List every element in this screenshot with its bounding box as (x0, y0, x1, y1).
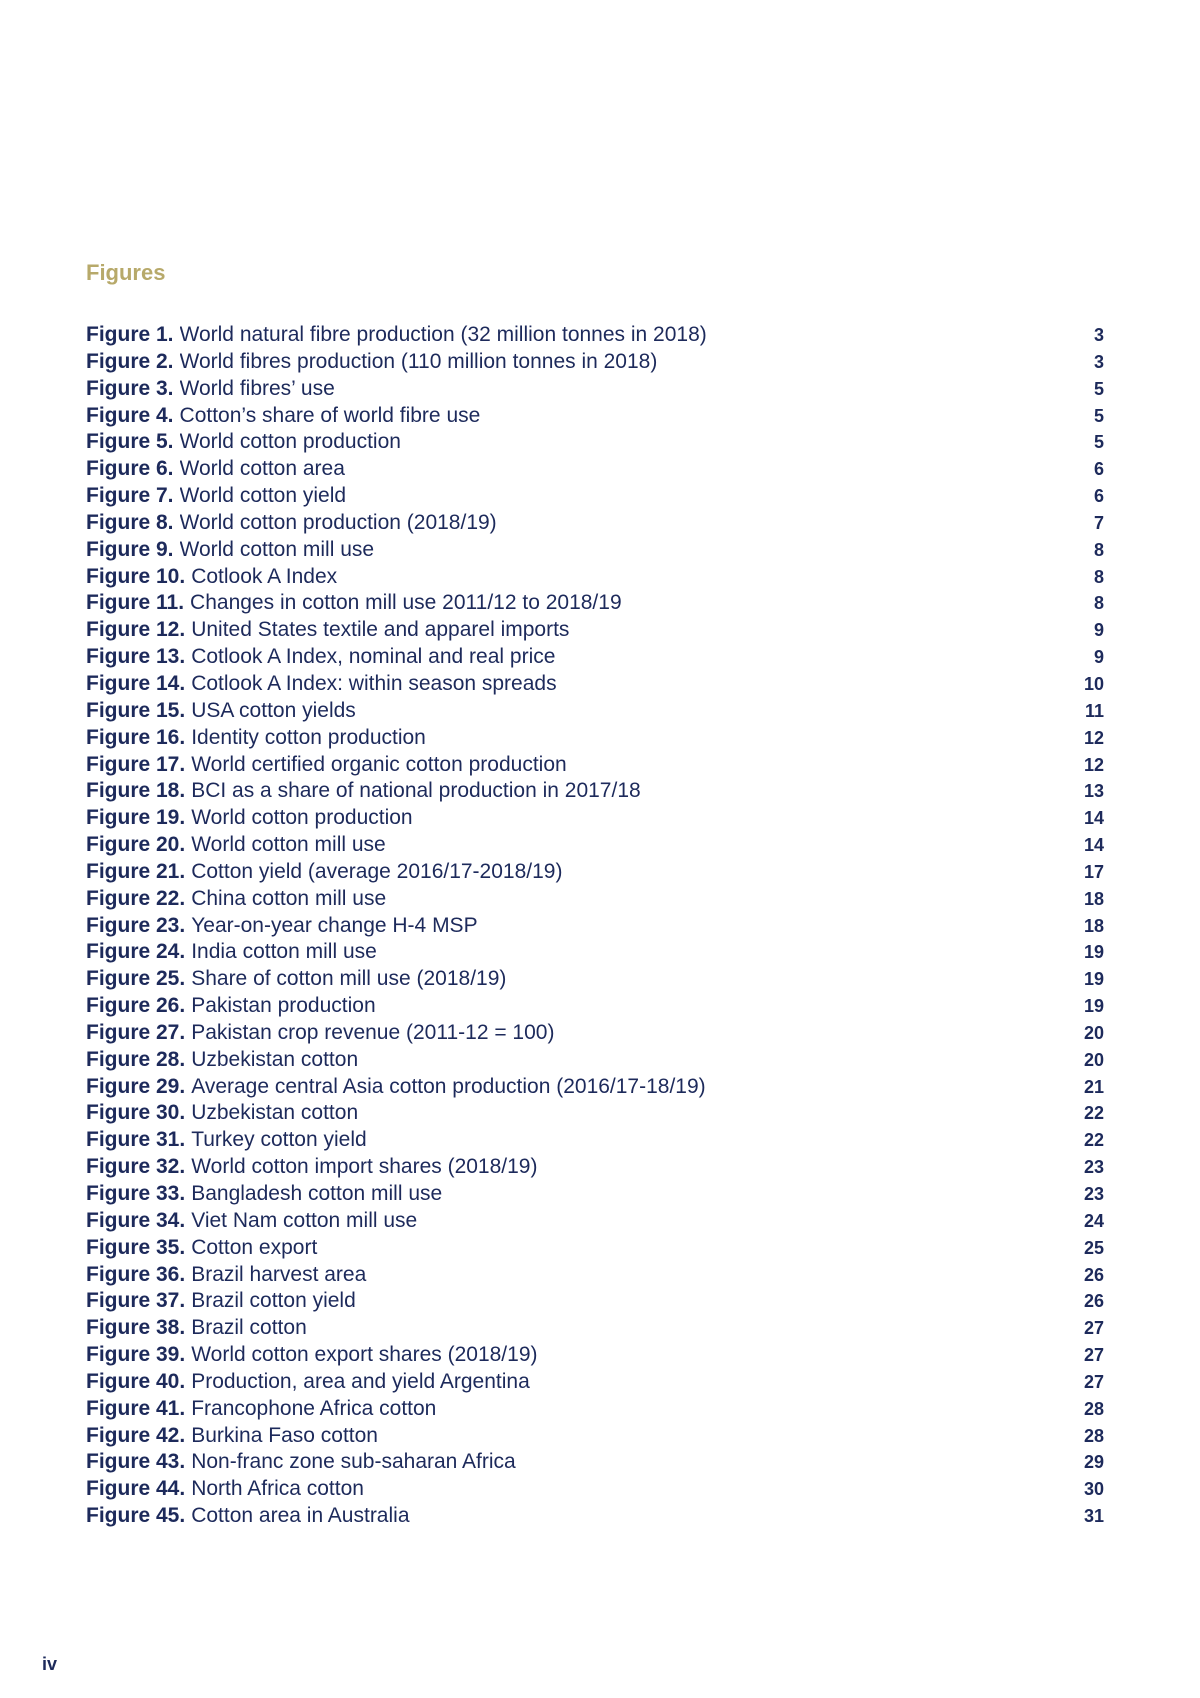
figure-page-number: 20 (1083, 1049, 1104, 1070)
figure-entry[interactable] (86, 1370, 1104, 1397)
figure-page-number: 5 (1093, 405, 1104, 426)
figure-title: World natural fibre production (32 million tonnes in 2018) (179, 323, 707, 346)
figure-label: Figure 19. (86, 806, 186, 830)
figure-entry[interactable] (86, 994, 1104, 1021)
figure-label: Figure 29. (86, 1074, 186, 1098)
figure-entry[interactable] (86, 565, 1104, 592)
figure-title: Cotton’s share of world fibre use (179, 403, 481, 427)
figure-label: Figure 2. (86, 349, 174, 373)
figure-page-number: 5 (1093, 432, 1104, 453)
section-title: Figures (86, 260, 166, 285)
figure-label: Figure 23. (86, 913, 186, 937)
figure-title: Brazil cotton (191, 1316, 307, 1340)
figure-entry[interactable] (86, 511, 1104, 538)
figure-entry[interactable] (86, 591, 1104, 618)
figure-page-number: 19 (1083, 996, 1104, 1017)
figure-label: Figure 3. (86, 376, 174, 400)
figure-title: Cotton area in Australia (191, 1504, 410, 1528)
figure-entry[interactable] (86, 1450, 1104, 1477)
figure-label: Figure 12. (86, 618, 186, 642)
figure-title: Brazil cotton yield (191, 1289, 356, 1313)
figure-entry[interactable] (86, 699, 1104, 726)
figure-label: Figure 17. (86, 752, 186, 776)
figure-label: Figure 13. (86, 645, 186, 669)
figure-entry[interactable] (86, 1209, 1104, 1236)
figure-page-number: 24 (1083, 1210, 1104, 1231)
figure-label: Figure 18. (86, 779, 186, 803)
figure-title: China cotton mill use (191, 886, 387, 910)
figure-label: Figure 34. (86, 1208, 186, 1232)
figure-entry[interactable] (86, 1021, 1104, 1048)
figure-entry[interactable] (86, 726, 1104, 753)
figure-page-number: 12 (1083, 727, 1104, 748)
figure-label: Figure 21. (86, 859, 186, 883)
figure-page-number: 30 (1083, 1479, 1104, 1500)
figure-page-number: 28 (1083, 1398, 1104, 1419)
figure-title: World cotton yield (179, 484, 347, 508)
figure-entry[interactable] (86, 1424, 1104, 1451)
figure-label: Figure 20. (86, 833, 186, 857)
figures-list (86, 323, 1104, 1531)
figure-label: Figure 44. (86, 1477, 186, 1501)
figure-label: Figure 38. (86, 1316, 186, 1340)
figure-label: Figure 9. (86, 537, 174, 561)
figure-entry[interactable] (86, 1397, 1104, 1424)
figure-entry[interactable] (86, 806, 1104, 833)
figure-page-number: 14 (1083, 835, 1104, 856)
figure-page-number: 29 (1083, 1452, 1104, 1473)
figure-title: World cotton import shares (2018/19) (191, 1155, 538, 1179)
figure-page-number: 11 (1084, 700, 1104, 721)
figure-label: Figure 27. (86, 1020, 186, 1044)
figure-title: Viet Nam cotton mill use (191, 1208, 418, 1232)
figure-label: Figure 6. (86, 457, 174, 481)
figure-title: World cotton production (179, 430, 401, 454)
figure-page-number: 12 (1083, 754, 1104, 775)
figure-entry[interactable] (86, 1155, 1104, 1182)
figure-label: Figure 5. (86, 430, 174, 454)
figure-entry[interactable] (86, 645, 1104, 672)
figure-page-number: 21 (1083, 1076, 1104, 1097)
figure-label: Figure 24. (86, 940, 186, 964)
figure-title: USA cotton yields (191, 698, 356, 722)
figure-title: United States textile and apparel imports (191, 618, 570, 642)
figure-title: Average central Asia cotton production (2016/17-18/19) (191, 1074, 706, 1098)
figure-page-number: 25 (1083, 1237, 1104, 1258)
figure-label: Figure 1. (86, 323, 174, 346)
figure-title: World cotton production (191, 806, 413, 830)
figure-page-number: 6 (1093, 486, 1104, 507)
figure-title: Brazil harvest area (191, 1262, 367, 1286)
figure-page-number: 26 (1083, 1264, 1104, 1285)
figure-label: Figure 43. (86, 1450, 186, 1474)
figure-entry[interactable] (86, 1289, 1104, 1316)
figure-title: Cotlook A Index (191, 564, 338, 588)
figure-title: Cotlook A Index, nominal and real price (191, 645, 556, 669)
figure-title: Year-on-year change H-4 MSP (191, 913, 478, 937)
figure-title: World cotton area (179, 457, 345, 481)
figure-page-number: 20 (1083, 1022, 1104, 1043)
figure-page-number: 27 (1083, 1371, 1104, 1392)
figure-title: Production, area and yield Argentina (191, 1369, 530, 1393)
figure-page-number: 22 (1083, 1103, 1104, 1124)
figure-page-number: 27 (1083, 1345, 1104, 1366)
figure-label: Figure 45. (86, 1504, 186, 1528)
figure-title: Cotton export (191, 1235, 318, 1259)
figure-label: Figure 28. (86, 1047, 186, 1071)
figure-label: Figure 8. (86, 510, 174, 534)
figure-title: Cotton yield (average 2016/17-2018/19) (191, 859, 563, 883)
figure-entry[interactable] (86, 1075, 1104, 1102)
figure-entry[interactable] (86, 1101, 1104, 1128)
figure-title: Turkey cotton yield (191, 1128, 367, 1152)
figure-entry[interactable] (86, 430, 1104, 457)
figure-label: Figure 4. (86, 403, 174, 427)
figure-label: Figure 30. (86, 1101, 186, 1125)
figure-title: Cotlook A Index: within season spreads (191, 671, 557, 695)
figure-entry[interactable] (86, 377, 1104, 404)
figure-page-number: 19 (1083, 969, 1104, 990)
figure-entry[interactable] (86, 350, 1104, 377)
figure-title: World cotton mill use (191, 833, 386, 857)
figure-title: World cotton production (2018/19) (179, 510, 497, 534)
figure-entry[interactable] (86, 404, 1104, 431)
figure-title: Uzbekistan cotton (191, 1101, 359, 1125)
figure-label: Figure 35. (86, 1235, 186, 1259)
figure-title: Share of cotton mill use (2018/19) (191, 967, 507, 991)
figure-label: Figure 36. (86, 1262, 186, 1286)
figure-page-number: 23 (1083, 1184, 1104, 1204)
figure-page-number: 22 (1083, 1130, 1104, 1151)
figure-entry[interactable] (86, 887, 1104, 914)
figure-page-number: 31 (1083, 1506, 1104, 1527)
figure-title: India cotton mill use (191, 940, 377, 964)
figure-title: World certified organic cotton production (191, 752, 567, 776)
figure-title: World cotton mill use (179, 537, 375, 561)
figure-title: Identity cotton production (191, 725, 426, 749)
figure-page-number: 3 (1093, 325, 1104, 345)
page-folio: iv (42, 1654, 58, 1674)
figure-entry[interactable] (86, 672, 1104, 699)
figure-label: Figure 40. (86, 1369, 186, 1393)
figure-page-number: 6 (1093, 459, 1104, 480)
figure-title: Pakistan production (191, 994, 376, 1018)
figure-entry[interactable] (86, 1048, 1104, 1075)
figure-page-number: 8 (1093, 566, 1104, 587)
figure-entry[interactable] (86, 1263, 1104, 1290)
figure-label: Figure 42. (86, 1423, 186, 1447)
figure-entry[interactable] (86, 1236, 1104, 1263)
figure-entry[interactable] (86, 1477, 1104, 1504)
figure-entry[interactable] (86, 1504, 1104, 1531)
figure-entry[interactable] (86, 538, 1104, 565)
figure-label: Figure 25. (86, 967, 186, 991)
figure-page-number: 5 (1093, 378, 1104, 399)
figure-entry[interactable] (86, 1182, 1104, 1209)
figure-label: Figure 7. (86, 484, 174, 508)
figure-entry[interactable] (86, 779, 1104, 806)
figure-page-number: 9 (1093, 620, 1104, 641)
figure-title: Non-franc zone sub-saharan Africa (191, 1450, 516, 1474)
figure-page-number: 7 (1093, 512, 1104, 533)
figure-entry[interactable] (86, 967, 1104, 994)
figure-label: Figure 15. (86, 698, 186, 722)
figure-entry[interactable] (86, 323, 1104, 350)
figure-title: Bangladesh cotton mill use (191, 1182, 443, 1205)
figure-page-number: 26 (1083, 1291, 1104, 1312)
figure-entry[interactable] (86, 914, 1104, 941)
figure-entry[interactable] (86, 484, 1104, 511)
figure-page-number: 19 (1083, 942, 1104, 963)
figure-page-number: 8 (1093, 539, 1104, 560)
figure-title: Changes in cotton mill use 2011/12 to 2018/19 (190, 591, 622, 615)
figure-page-number: 28 (1083, 1425, 1104, 1446)
figure-title: World fibres’ use (179, 376, 335, 400)
figure-page-number: 18 (1083, 888, 1104, 909)
figure-label: Figure 11. (86, 591, 185, 615)
figure-page-number: 18 (1083, 915, 1104, 936)
figure-entry[interactable] (86, 1343, 1104, 1370)
figure-page-number: 3 (1093, 351, 1104, 372)
figure-label: Figure 16. (86, 725, 186, 749)
figure-label: Figure 31. (86, 1128, 186, 1152)
figure-entry[interactable] (86, 1128, 1104, 1155)
figure-title: Burkina Faso cotton (191, 1423, 378, 1447)
figure-label: Figure 37. (86, 1289, 186, 1313)
figure-entry[interactable] (86, 618, 1104, 645)
figure-title: World cotton export shares (2018/19) (191, 1343, 538, 1367)
figure-label: Figure 26. (86, 994, 186, 1018)
figure-entry[interactable] (86, 457, 1104, 484)
figure-title: BCI as a share of national production in 2017/18 (191, 779, 641, 803)
figure-label: Figure 10. (86, 564, 186, 588)
figure-label: Figure 22. (86, 886, 186, 910)
figure-entry[interactable] (86, 1316, 1104, 1343)
figure-page-number: 8 (1093, 593, 1104, 614)
figure-entry[interactable] (86, 940, 1104, 967)
figure-title: World fibres production (110 million tonnes in 2018) (179, 349, 658, 373)
figure-label: Figure 14. (86, 671, 186, 695)
figure-page-number: 27 (1083, 1318, 1104, 1339)
figure-label: Figure 33. (86, 1182, 186, 1205)
figure-entry[interactable] (86, 833, 1104, 860)
figure-page-number: 10 (1083, 673, 1104, 694)
figure-label: Figure 32. (86, 1155, 186, 1179)
figure-page-number: 13 (1083, 781, 1104, 802)
figure-title: Uzbekistan cotton (191, 1047, 359, 1071)
figure-entry[interactable] (86, 860, 1104, 887)
figure-page-number: 14 (1083, 808, 1104, 829)
figure-page-number: 23 (1083, 1157, 1104, 1178)
figure-page-number: 17 (1083, 861, 1104, 882)
figure-title: Pakistan crop revenue (2011-12 = 100) (191, 1020, 555, 1044)
figure-title: North Africa cotton (191, 1477, 364, 1501)
figure-label: Figure 39. (86, 1343, 186, 1367)
figure-entry[interactable] (86, 753, 1104, 780)
figure-label: Figure 41. (86, 1396, 186, 1420)
figure-title: Francophone Africa cotton (191, 1396, 437, 1420)
figure-page-number: 9 (1093, 647, 1104, 668)
